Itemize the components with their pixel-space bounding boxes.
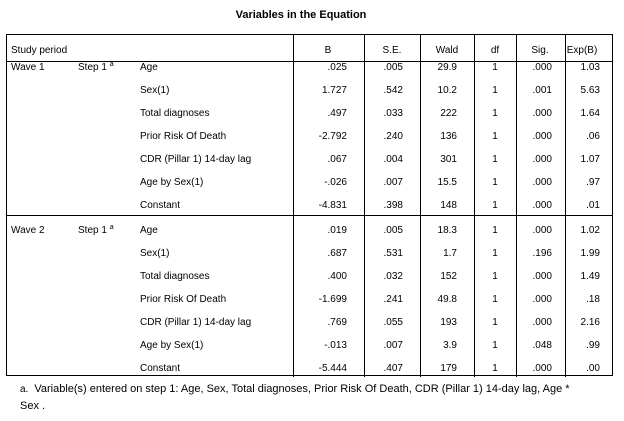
- group-divider: [7, 215, 612, 216]
- cell-se: .007: [383, 177, 403, 188]
- cell-b: -.013: [324, 340, 347, 351]
- cell-wald: 222: [440, 108, 457, 119]
- cell-se: .542: [383, 85, 403, 96]
- cell-sig: .000: [532, 154, 552, 165]
- cell-df: 1: [492, 363, 498, 374]
- header-wald: Wald: [435, 45, 459, 56]
- row-variable-label: Age by Sex(1): [140, 340, 204, 351]
- cell-wald: 193: [440, 317, 457, 328]
- cell-expb: .06: [586, 131, 600, 142]
- cell-df: 1: [492, 200, 498, 211]
- cell-wald: 148: [440, 200, 457, 211]
- cell-se: .055: [383, 317, 403, 328]
- cell-sig: .000: [532, 363, 552, 374]
- cell-b: -.026: [324, 177, 347, 188]
- cell-sig: .000: [532, 177, 552, 188]
- row-variable-label: CDR (Pillar 1) 14-day lag: [140, 154, 252, 165]
- cell-df: 1: [492, 225, 498, 236]
- cell-wald: 29.9: [437, 62, 457, 73]
- row-variable-label: Sex(1): [140, 85, 170, 96]
- cell-se: .004: [383, 154, 403, 165]
- cell-se: .240: [383, 131, 403, 142]
- cell-wald: 10.2: [437, 85, 457, 96]
- cell-b: -4.831: [318, 200, 347, 211]
- cell-b: .687: [327, 248, 347, 259]
- cell-df: 1: [492, 154, 498, 165]
- cell-expb: .00: [586, 363, 600, 374]
- step-text: Step 1: [78, 62, 107, 73]
- cell-expb: .01: [586, 200, 600, 211]
- wave-label: Wave 1: [11, 62, 45, 73]
- cell-wald: 3.9: [443, 340, 457, 351]
- table-footnote: [20, 381, 580, 414]
- cell-sig: .196: [532, 248, 552, 259]
- cell-wald: 15.5: [437, 177, 457, 188]
- cell-sig: .000: [532, 317, 552, 328]
- cell-df: 1: [492, 317, 498, 328]
- cell-se: .241: [383, 294, 403, 305]
- cell-wald: 179: [440, 363, 457, 374]
- cell-b: 1.727: [321, 85, 347, 96]
- cell-expb: 5.63: [580, 85, 600, 96]
- cell-wald: 136: [440, 131, 457, 142]
- cell-se: .007: [383, 340, 403, 351]
- cell-sig: .000: [532, 131, 552, 142]
- cell-expb: .99: [586, 340, 600, 351]
- cell-expb: .18: [586, 294, 600, 305]
- row-variable-label: CDR (Pillar 1) 14-day lag: [140, 317, 252, 328]
- cell-sig: .000: [532, 225, 552, 236]
- table-title: Variables in the Equation: [235, 9, 367, 21]
- coefficients-table: [6, 34, 613, 376]
- cell-wald: 1.7: [443, 248, 457, 259]
- cell-df: 1: [492, 248, 498, 259]
- cell-se: .032: [383, 271, 403, 282]
- step-superscript: a: [109, 224, 114, 231]
- footnote-text: Variable(s) entered on step 1: Age, Sex, Total diagnoses, Prior Risk Of Death, CDR (Pillar 1) 14-day lag, Age * Sex .: [20, 383, 570, 412]
- row-variable-label: Total diagnoses: [140, 108, 210, 119]
- cell-b: .025: [327, 62, 347, 73]
- cell-b: .769: [327, 317, 347, 328]
- cell-b: .400: [327, 271, 347, 282]
- cell-sig: .000: [532, 62, 552, 73]
- row-variable-label: Constant: [140, 200, 181, 211]
- cell-expb: 1.03: [580, 62, 600, 73]
- cell-expb: .97: [586, 177, 600, 188]
- cell-df: 1: [492, 62, 498, 73]
- cell-expb: 1.64: [580, 108, 600, 119]
- step-label: [78, 62, 114, 74]
- cell-expb: 2.16: [580, 317, 600, 328]
- cell-wald: 301: [440, 154, 457, 165]
- step-superscript: a: [109, 61, 114, 68]
- cell-b: -1.699: [318, 294, 347, 305]
- cell-se: .398: [383, 200, 403, 211]
- cell-df: 1: [492, 108, 498, 119]
- wave-label: Wave 2: [11, 225, 45, 236]
- header-se: S.E.: [382, 45, 402, 56]
- cell-se: .005: [383, 62, 403, 73]
- cell-wald: 152: [440, 271, 457, 282]
- step-text: Step 1: [78, 225, 107, 236]
- row-variable-label: Sex(1): [140, 248, 170, 259]
- header-expb: Exp(B): [566, 45, 598, 56]
- row-variable-label: Age: [140, 62, 158, 73]
- row-variable-label: Age: [140, 225, 158, 236]
- header-study-period: Study period: [11, 45, 68, 56]
- step-label: [78, 225, 114, 237]
- cell-se: .005: [383, 225, 403, 236]
- row-variable-label: Prior Risk Of Death: [140, 294, 227, 305]
- cell-wald: 18.3: [437, 225, 457, 236]
- cell-df: 1: [492, 271, 498, 282]
- cell-expb: 1.49: [580, 271, 600, 282]
- cell-expb: 1.99: [580, 248, 600, 259]
- cell-se: .033: [383, 108, 403, 119]
- cell-se: .407: [383, 363, 403, 374]
- row-variable-label: Prior Risk Of Death: [140, 131, 227, 142]
- cell-df: 1: [492, 85, 498, 96]
- cell-df: 1: [492, 294, 498, 305]
- cell-sig: .000: [532, 200, 552, 211]
- cell-df: 1: [492, 340, 498, 351]
- cell-expb: 1.02: [580, 225, 600, 236]
- cell-se: .531: [383, 248, 403, 259]
- header-b: B: [324, 45, 332, 56]
- cell-sig: .000: [532, 271, 552, 282]
- row-variable-label: Age by Sex(1): [140, 177, 204, 188]
- header-sig: Sig.: [531, 45, 549, 56]
- cell-df: 1: [492, 177, 498, 188]
- cell-b: -2.792: [318, 131, 347, 142]
- header-df: df: [490, 45, 500, 56]
- footnote-mark: a.: [20, 384, 29, 395]
- cell-wald: 49.8: [437, 294, 457, 305]
- row-variable-label: Total diagnoses: [140, 271, 210, 282]
- cell-expb: 1.07: [580, 154, 600, 165]
- cell-b: -5.444: [318, 363, 347, 374]
- cell-sig: .000: [532, 108, 552, 119]
- cell-sig: .048: [532, 340, 552, 351]
- cell-b: .067: [327, 154, 347, 165]
- cell-b: .497: [327, 108, 347, 119]
- row-variable-label: Constant: [140, 363, 181, 374]
- cell-b: .019: [327, 225, 347, 236]
- cell-sig: .001: [532, 85, 552, 96]
- cell-sig: .000: [532, 294, 552, 305]
- cell-df: 1: [492, 131, 498, 142]
